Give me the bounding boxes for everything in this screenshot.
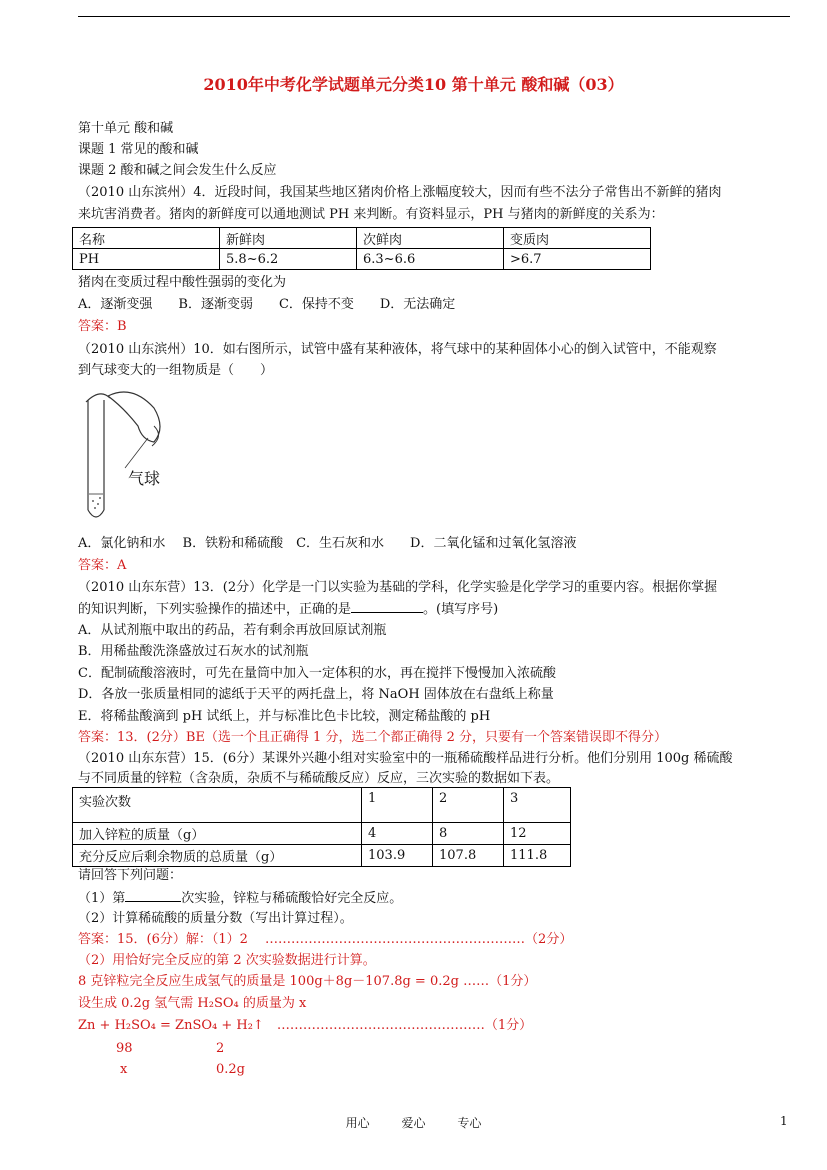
calc-value: x <box>120 1062 128 1077</box>
table-row <box>73 823 571 845</box>
table-row <box>73 249 651 270</box>
q15-text-3: 请回答下列问题： <box>78 868 183 883</box>
page-number: 1 <box>780 1114 788 1128</box>
table-cell: 4 <box>362 823 433 845</box>
q13-text-1: （2010 山东东营）13．(2分）化学是一门以实验为基础的学科，化学实验是化学学习的重要内容。根据你掌握 <box>78 580 718 595</box>
table-cell: 103.9 <box>362 845 433 867</box>
q13-text-2 <box>78 600 498 619</box>
q4-text-3: 猪肉在变质过程中酸性强弱的变化为 <box>78 275 287 290</box>
table-cell: 变质肉 <box>504 228 651 249</box>
lesson-2-heading: 课题 2 酸和碱之间会发生什么反应 <box>78 163 277 178</box>
table-cell: 6.3~6.6 <box>357 249 504 270</box>
q10-text-2: 到气球变大的一组物质是（ ） <box>78 363 274 378</box>
q10-options: A．氯化钠和水 B．铁粉和稀硫酸 C．生石灰和水 D．二氧化锰和过氧化氢溶液 <box>78 536 577 551</box>
q13-text-2-pre: 的知识判断，下列实验操作的描述中，正确的是 <box>78 602 352 617</box>
table-cell: 3 <box>504 788 571 823</box>
table-cell: 实验次数 <box>73 788 362 823</box>
answer-blank[interactable] <box>125 889 181 902</box>
q13-option-c: C．配制硫酸溶液时，可先在量筒中加入一定体积的水，再在搅拌下慢慢加入浓硫酸 <box>78 666 556 681</box>
table-cell: 次鲜肉 <box>357 228 504 249</box>
q15-answer-3: 8 克锌粒完全反应生成氢气的质量是 100g＋8g－107.8g = 0.2g ……（1分） <box>78 974 537 989</box>
q15-answer-2: （2）用恰好完全反应的第 2 次实验数据进行计算。 <box>78 953 376 968</box>
table-row <box>73 228 651 249</box>
footer-item: 专心 <box>457 1116 482 1130</box>
answer-blank[interactable] <box>351 600 423 613</box>
q13-option-e: E．将稀盐酸滴到 pH 试纸上，并与标准比色卡比较，测定稀盐酸的 pH <box>78 709 491 724</box>
table-cell: PH <box>73 249 220 270</box>
footer-item: 爱心 <box>401 1116 426 1130</box>
table-row <box>73 788 571 823</box>
test-tube-balloon-figure <box>80 386 190 530</box>
balloon-label: 气球 <box>128 469 161 488</box>
header-rule <box>78 16 790 17</box>
page-title: 2010年中考化学试题单元分类10 第十单元 酸和碱（03） <box>203 75 624 94</box>
ph-freshness-table <box>72 227 651 270</box>
q4-options: A．逐渐变强 B．逐渐变弱 C．保持不变 D．无法确定 <box>78 297 456 312</box>
q13-text-2-post: 。(填写序号) <box>423 602 499 617</box>
q13-answer: 答案：13．(2分）BE（选一个且正确得 1 分，选二个都正确得 2 分，只要有一个答案错误即不得分） <box>78 730 667 745</box>
lesson-1-heading: 课题 1 常见的酸和碱 <box>78 142 199 157</box>
table-cell: 111.8 <box>504 845 571 867</box>
calc-value: 98 <box>116 1041 133 1056</box>
q10-text-1: （2010 山东滨州）10．如右图所示，试管中盛有某种液体，将气球中的某种固体小心的倒入试管中，不能观察 <box>78 342 717 357</box>
calc-value: 2 <box>216 1041 225 1056</box>
q15-answer-5: Zn + H₂SO₄ = ZnSO₄ + H₂↑ …………………………………………（1分） <box>78 1018 533 1033</box>
calc-value: 0.2g <box>216 1062 245 1077</box>
page-footer <box>0 1114 827 1131</box>
table-cell: 12 <box>504 823 571 845</box>
q4-answer: 答案：B <box>78 319 127 334</box>
q15-question-1-pre: （1）第 <box>78 891 126 906</box>
unit-heading: 第十单元 酸和碱 <box>78 121 174 136</box>
q10-answer: 答案：A <box>78 558 127 573</box>
q4-text-2: 来坑害消费者。猪肉的新鲜度可以通地测试 PH 来判断。有资料显示，PH 与猪肉的新鲜度的关系为： <box>78 207 664 222</box>
q13-option-d: D．各放一张质量相同的滤纸于天平的两托盘上，将 NaOH 固体放在右盘纸上称量 <box>78 687 554 702</box>
zinc-experiment-table <box>72 787 571 867</box>
q15-question-2: （2）计算稀硫酸的质量分数（写出计算过程）。 <box>78 911 353 926</box>
table-row <box>73 845 571 867</box>
table-cell: 1 <box>362 788 433 823</box>
q15-text-2: 与不同质量的锌粒（含杂质，杂质不与稀硫酸反应）反应，三次实验的数据如下表。 <box>78 771 560 786</box>
q13-option-a: A．从试剂瓶中取出的药品，若有剩余再放回原试剂瓶 <box>78 623 387 638</box>
q13-option-b: B．用稀盐酸洗涤盛放过石灰水的试剂瓶 <box>78 644 309 659</box>
table-cell: >6.7 <box>504 249 651 270</box>
table-cell: 加入锌粒的质量（g） <box>73 823 362 845</box>
table-cell: 5.8~6.2 <box>220 249 357 270</box>
footer-item: 用心 <box>345 1116 370 1130</box>
table-cell: 2 <box>433 788 504 823</box>
table-cell: 充分反应后剩余物质的总质量（g） <box>73 845 362 867</box>
table-cell: 107.8 <box>433 845 504 867</box>
q15-answer-4: 设生成 0.2g 氢气需 H₂SO₄ 的质量为 x <box>78 996 307 1011</box>
table-cell: 名称 <box>73 228 220 249</box>
table-cell: 新鲜肉 <box>220 228 357 249</box>
table-cell: 8 <box>433 823 504 845</box>
q15-question-1 <box>78 889 402 908</box>
q4-text-1: （2010 山东滨州）4．近段时间，我国某些地区猪肉价格上涨幅度较大，因而有些不法分子常售出不新鲜的猪肉 <box>78 185 722 200</box>
q15-answer-1: 答案：15．(6分）解：（1）2 ……………………………………………………（2分） <box>78 932 573 947</box>
q15-question-1-post: 次实验，锌粒与稀硫酸恰好完全反应。 <box>181 891 403 906</box>
q15-text-1: （2010 山东东营）15．(6分）某课外兴趣小组对实验室中的一瓶稀硫酸样品进行分析。他们分别用 100g 稀硫酸 <box>78 751 733 766</box>
